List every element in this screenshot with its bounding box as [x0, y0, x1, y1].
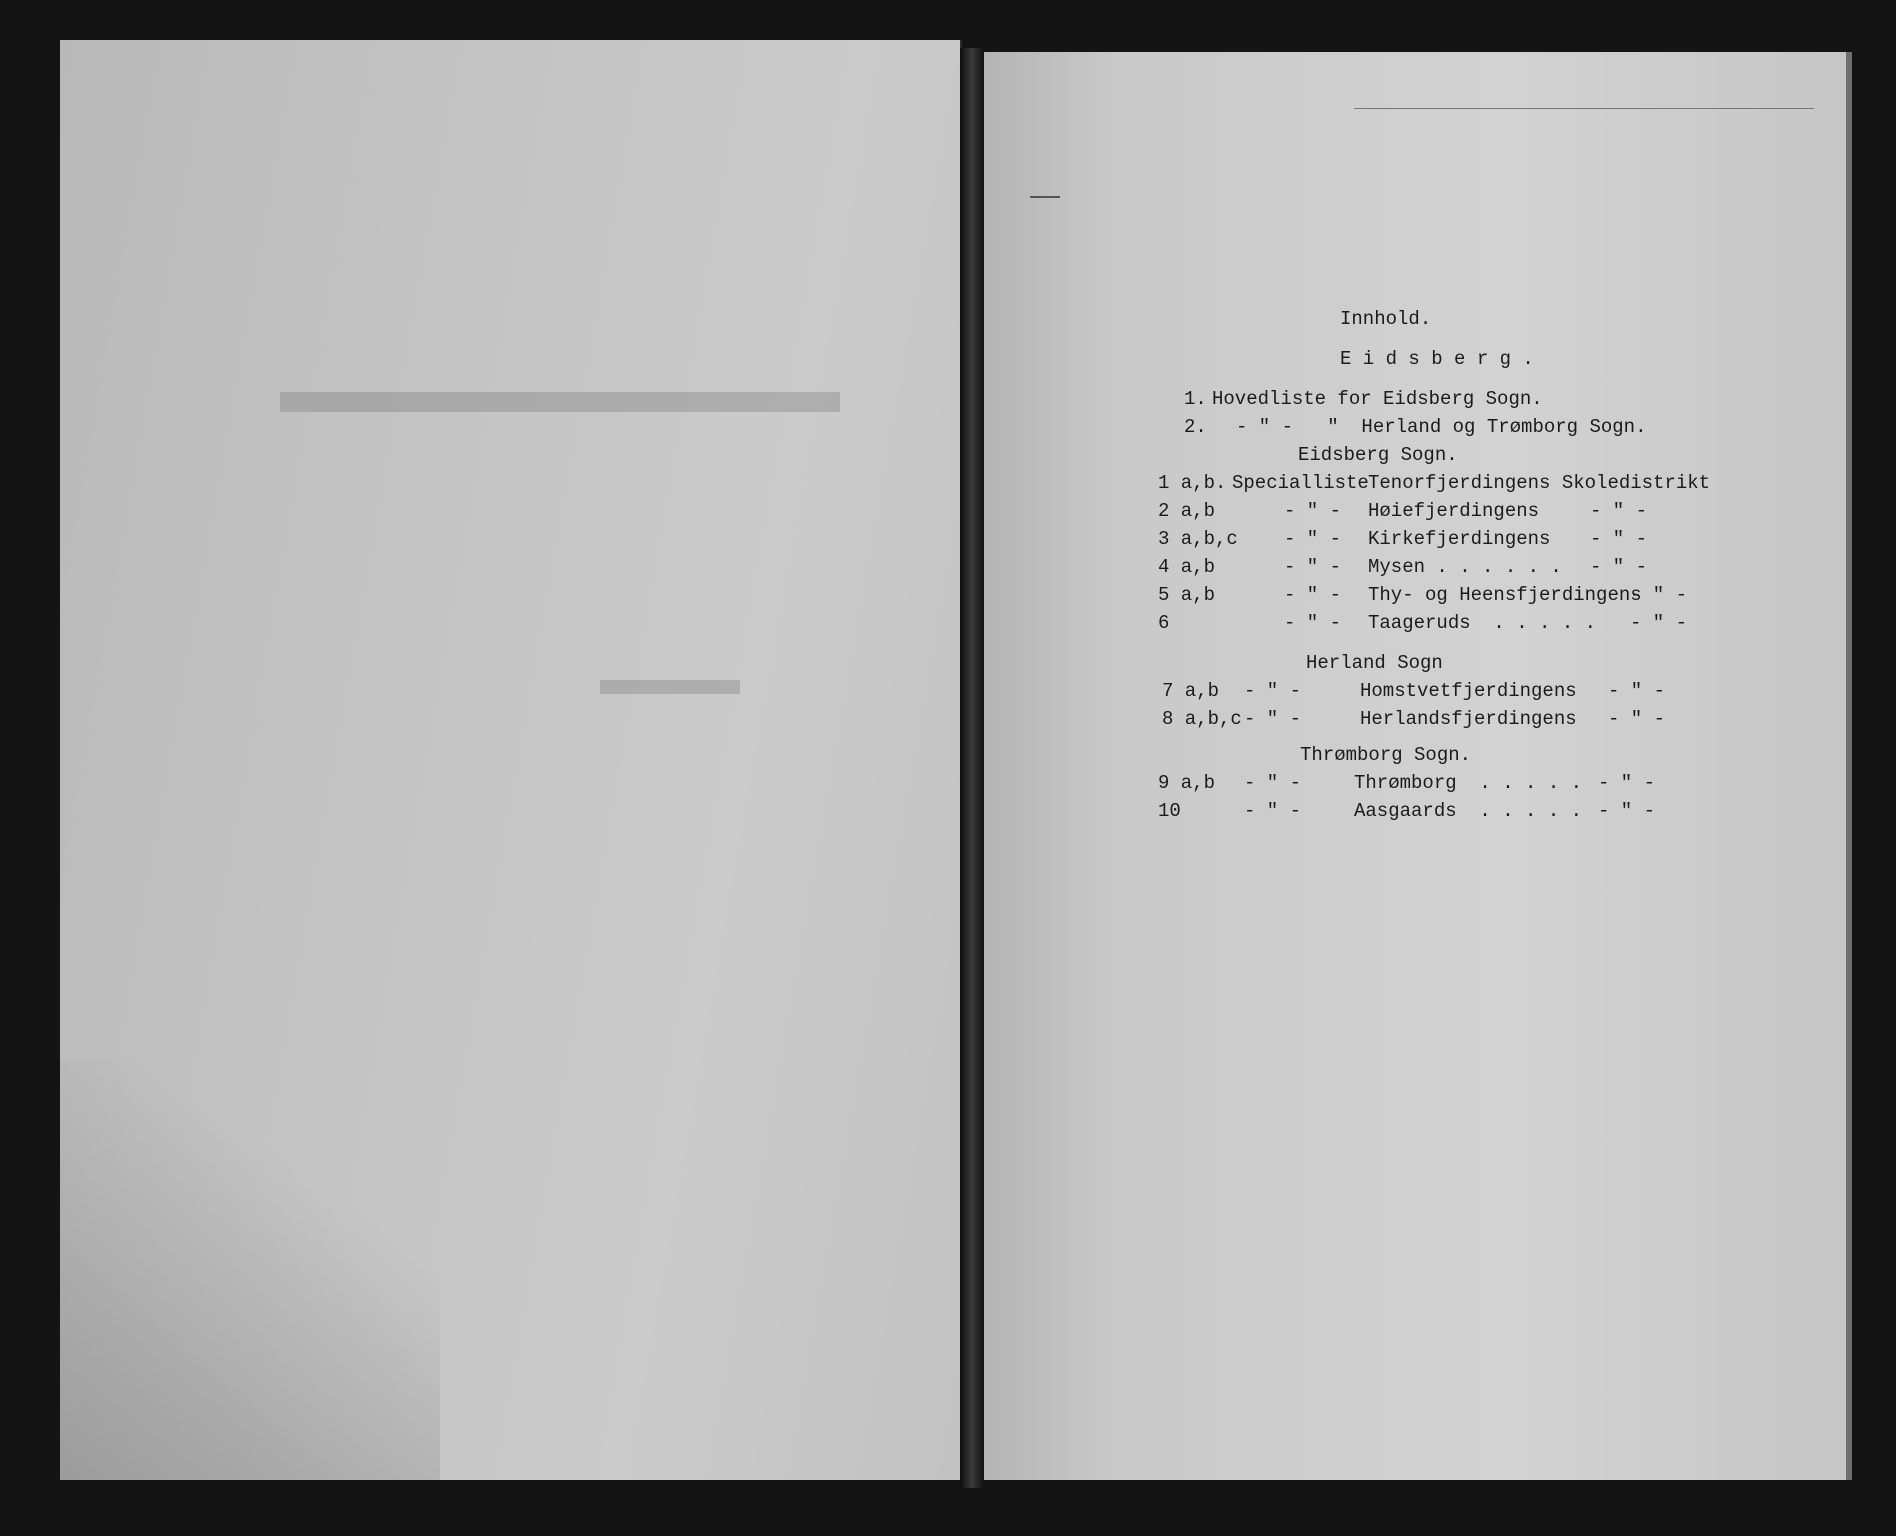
row-kind: - " -	[1284, 500, 1342, 522]
section-title: Eidsberg Sogn.	[1298, 444, 1458, 466]
left-page	[60, 40, 962, 1480]
row-district: Taageruds . . . . .	[1368, 612, 1597, 634]
page-fold-shadow	[60, 1060, 440, 1480]
toc-heading: Innhold.	[1340, 308, 1432, 330]
row-district: Kirkefjerdingens	[1368, 528, 1551, 550]
row-kind: - " -	[1284, 584, 1342, 606]
row-kind: - " -	[1244, 708, 1302, 730]
row-number: 9 a,b	[1158, 772, 1216, 794]
row-district: Høiefjerdingens	[1368, 500, 1540, 522]
row-number: 2 a,b	[1158, 500, 1216, 522]
decorative-rule	[1354, 108, 1814, 109]
row-number: 7 a,b	[1162, 680, 1220, 702]
bleed-through-mark	[280, 392, 840, 412]
bleed-through-mark	[600, 680, 740, 694]
row-district: Thy- og Heensfjerdingens	[1368, 584, 1642, 606]
row-district: Tenorfjerdingens Skoledistrikt	[1368, 472, 1711, 494]
main-list-number: 2.	[1184, 416, 1207, 438]
row-district: Homstvetfjerdingens	[1360, 680, 1577, 702]
row-number: 6	[1158, 612, 1170, 634]
row-district: Mysen . . . . . .	[1368, 556, 1562, 578]
row-ditto: - " -	[1608, 708, 1666, 730]
right-page	[984, 52, 1852, 1480]
page-edge	[1846, 52, 1852, 1480]
section-title: Thrømborg Sogn.	[1300, 744, 1472, 766]
row-ditto: - " -	[1590, 528, 1648, 550]
row-kind: - " -	[1244, 772, 1302, 794]
row-ditto: - " -	[1590, 556, 1648, 578]
row-kind: - " -	[1284, 556, 1342, 578]
row-number: 10	[1158, 800, 1181, 822]
book-spine	[960, 48, 984, 1488]
row-ditto: - " -	[1608, 680, 1666, 702]
row-kind: - " -	[1284, 528, 1342, 550]
main-list-text: Hovedliste for Eidsberg Sogn.	[1212, 388, 1543, 410]
row-kind: - " -	[1244, 800, 1302, 822]
row-district: Thrømborg . . . . .	[1354, 772, 1583, 794]
section-title: Herland Sogn	[1306, 652, 1443, 674]
main-list-number: 1.	[1184, 388, 1207, 410]
row-kind: Specialliste	[1232, 472, 1369, 494]
row-number: 8 a,b,c	[1162, 708, 1242, 730]
parish-title: E i d s b e r g .	[1340, 348, 1534, 370]
row-ditto: - " -	[1630, 584, 1688, 606]
row-number: 4 a,b	[1158, 556, 1216, 578]
row-kind: - " -	[1284, 612, 1342, 634]
row-number: 1 a,b.	[1158, 472, 1227, 494]
row-ditto: - " -	[1598, 772, 1656, 794]
row-district: Herlandsfjerdingens	[1360, 708, 1577, 730]
row-district: Aasgaards . . . . .	[1354, 800, 1583, 822]
row-number: 3 a,b,c	[1158, 528, 1238, 550]
row-ditto: - " -	[1590, 500, 1648, 522]
row-kind: - " -	[1244, 680, 1302, 702]
main-list-text: - " - " Herland og Trømborg Sogn.	[1236, 416, 1647, 438]
decorative-rule	[1030, 196, 1060, 198]
row-ditto: - " -	[1598, 800, 1656, 822]
row-number: 5 a,b	[1158, 584, 1216, 606]
row-ditto: - " -	[1630, 612, 1688, 634]
